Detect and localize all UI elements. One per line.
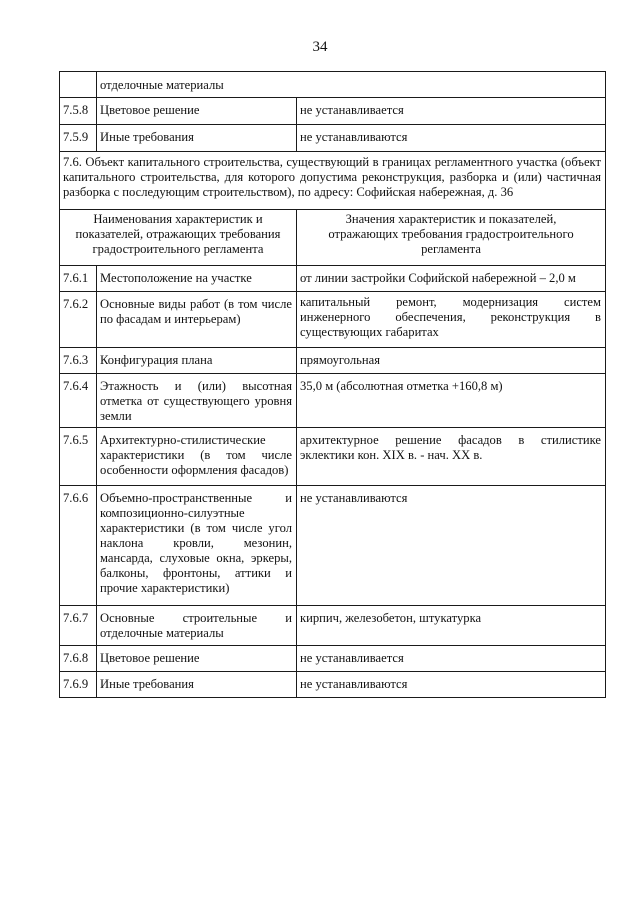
row-number: 7.5.9 <box>60 125 97 152</box>
row-number: 7.6.5 <box>60 428 97 486</box>
row-number-cell <box>60 72 97 98</box>
row-characteristic: Иные требования <box>97 672 297 698</box>
table-row <box>60 672 606 698</box>
row-number: 7.6.8 <box>60 646 97 672</box>
page-number: 34 <box>312 39 328 55</box>
row-number: 7.6.6 <box>60 486 97 606</box>
section-title: 7.6. Объект капитального строительства, существующий в границах регламентного участка (объект капитального строительства, для которого допустима реконструкция, разборка и (или) частичная разборка с последующим строительством), по адресу: Софийская набережная, д. 36 <box>60 152 606 210</box>
row-characteristic: Объемно-пространственные и композиционно-силуэтные характеристики (в том числе угол наклона кровли, мезонин, мансарда, слуховые окна, эркеры, балконы, фронтоны, аттики и прочие характеристики) <box>97 486 297 606</box>
row-characteristic: Иные требования <box>97 125 297 152</box>
row-characteristic: Основные виды работ (в том числе по фасадам и интерьерам) <box>97 292 297 348</box>
row-characteristic: Цветовое решение <box>97 98 297 125</box>
table-header-row <box>60 210 606 266</box>
header-characteristics: Наименования характеристик и показателей, отражающих требования градостроительного регламента <box>60 210 297 266</box>
row-value: 35,0 м (абсолютная отметка +160,8 м) <box>297 374 606 428</box>
row-number: 7.6.4 <box>60 374 97 428</box>
row-characteristic: Этажность и (или) высотная отметка от существующего уровня земли <box>97 374 297 428</box>
row-number: 7.6.2 <box>60 292 97 348</box>
row-characteristic: Основные строительные и отделочные материалы <box>97 606 297 646</box>
row-number: 7.6.3 <box>60 348 97 374</box>
table-row <box>60 292 606 348</box>
row-value: от линии застройки Софийской набережной – 2,0 м <box>297 266 606 292</box>
row-number: 7.6.9 <box>60 672 97 698</box>
row-number: 7.6.7 <box>60 606 97 646</box>
row-number: 7.5.8 <box>60 98 97 125</box>
row-characteristic: Цветовое решение <box>97 646 297 672</box>
row-characteristic: Конфигурация плана <box>97 348 297 374</box>
table-row <box>60 606 606 646</box>
row-value: архитектурное решение фасадов в стилистике эклектики кон. XIX в. - нач. XX в. <box>297 428 606 486</box>
row-value: не устанавливается <box>297 98 606 125</box>
table-row <box>60 348 606 374</box>
table-row <box>60 646 606 672</box>
section-title-row <box>60 152 606 210</box>
header-values: Значения характеристик и показателей, отражающих требования градостроительного регламента <box>297 210 606 266</box>
row-value: не устанавливаются <box>297 125 606 152</box>
table-row-continued <box>60 72 606 98</box>
row-characteristic: Архитектурно-стилистические характеристики (в том числе особенности оформления фасадов) <box>97 428 297 486</box>
row-number: 7.6.1 <box>60 266 97 292</box>
table-row <box>60 428 606 486</box>
row-value: кирпич, железобетон, штукатурка <box>297 606 606 646</box>
regulation-table <box>59 71 606 698</box>
table-row <box>60 125 606 152</box>
table-row <box>60 486 606 606</box>
row-value: не устанавливаются <box>297 486 606 606</box>
row-value: прямоугольная <box>297 348 606 374</box>
table-row <box>60 98 606 125</box>
table-row <box>60 266 606 292</box>
row-characteristic: Местоположение на участке <box>97 266 297 292</box>
row-value: не устанавливается <box>297 646 606 672</box>
row-value: капитальный ремонт, модернизация систем инженерного обеспечения, реконструкция в существующих габаритах <box>297 292 606 348</box>
continued-text: отделочные материалы <box>97 72 606 98</box>
table-row <box>60 374 606 428</box>
row-value: не устанавливаются <box>297 672 606 698</box>
